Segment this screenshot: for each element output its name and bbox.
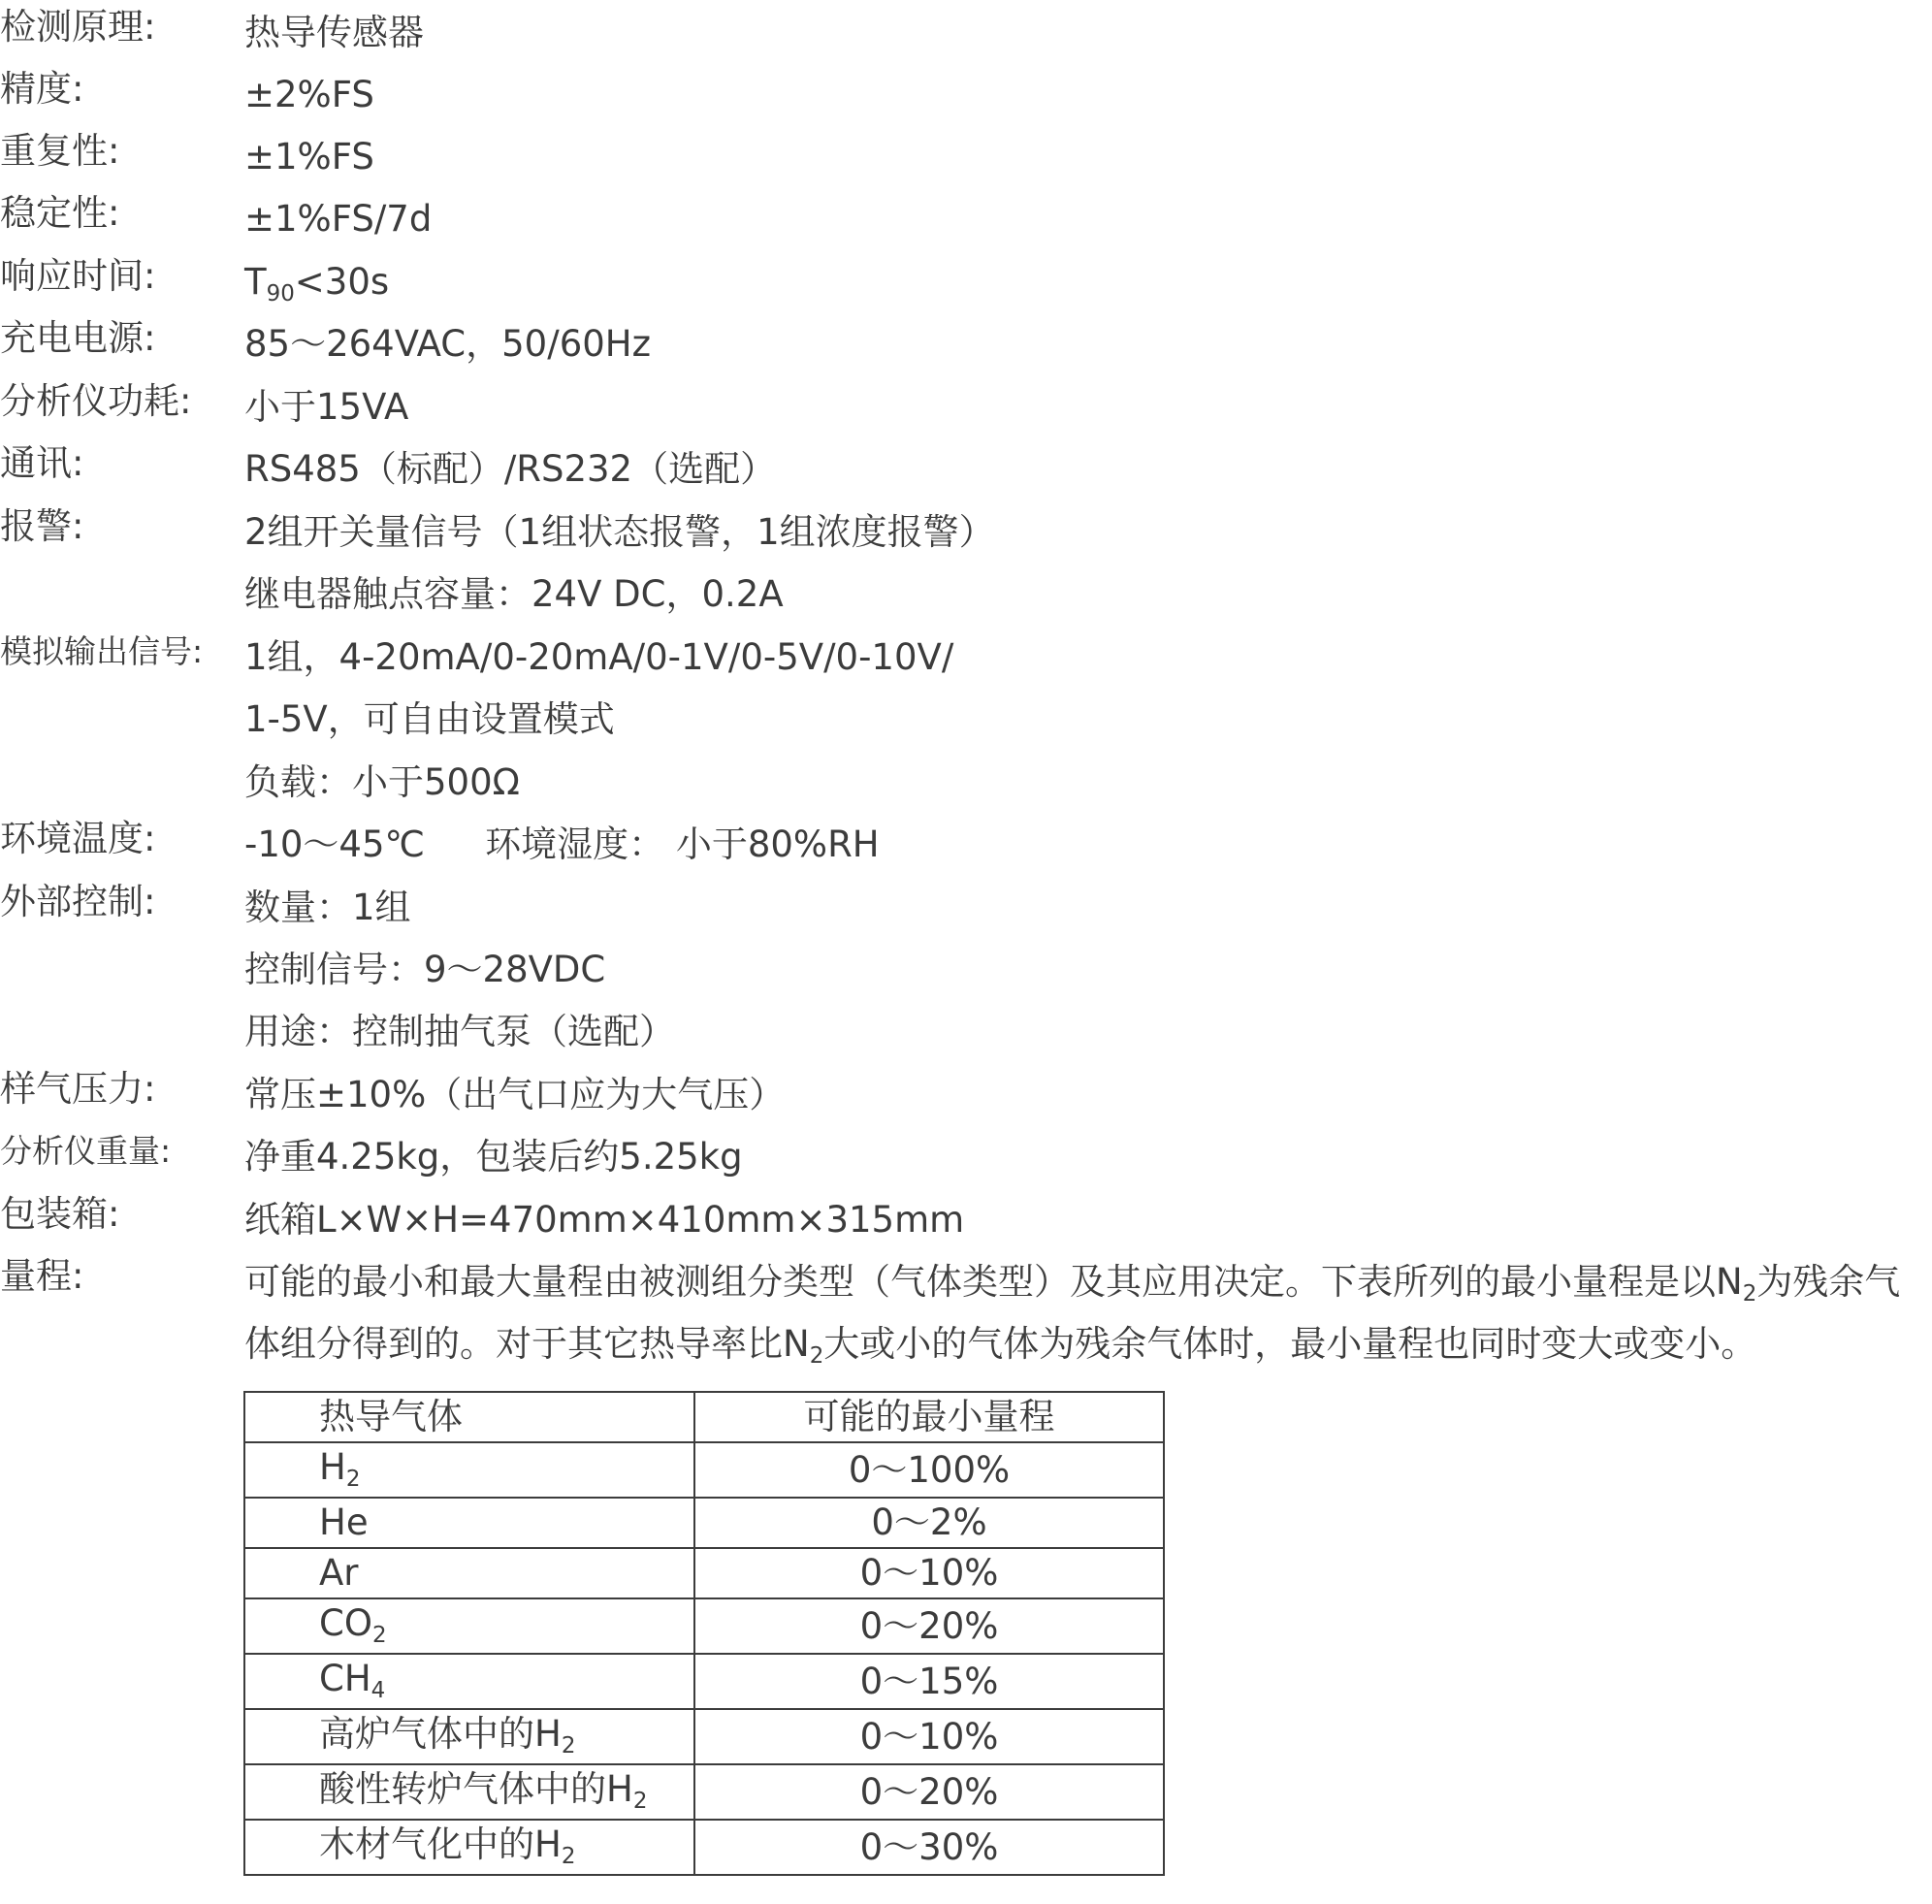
spec-value bbox=[244, 823, 880, 866]
spec-row-response-time bbox=[0, 251, 1932, 313]
gas-cell: Ar bbox=[244, 1548, 694, 1598]
spec-row-range-continued bbox=[0, 1313, 1932, 1375]
spec-value: 可能的最小和最大量程由被测组分类型（气体类型）及其应用决定。下表所列的最小量程是以$N_2$为残余气 bbox=[244, 1261, 1901, 1307]
spec-row-range bbox=[0, 1251, 1932, 1313]
spec-row-packaging bbox=[0, 1189, 1932, 1251]
table-row bbox=[244, 1709, 1164, 1764]
spec-label: 重复性: bbox=[0, 130, 120, 172]
spec-value: 1组，4-20mA/0-20mA/0-1V/0-5V/0-10V/ bbox=[244, 636, 954, 678]
spec-value: ±2%FS bbox=[244, 74, 374, 115]
spec-label: 分析仪重量: bbox=[0, 1132, 172, 1170]
spec-value: $T_{90}<30s$ bbox=[244, 261, 390, 307]
spec-value: 负载：小于500Ω bbox=[244, 761, 520, 803]
range-cell: 0～100% bbox=[694, 1442, 1164, 1498]
spec-value: 净重4.25kg，包装后约5.25kg bbox=[244, 1136, 743, 1178]
spec-value: 85～264VAC，50/60Hz bbox=[244, 323, 652, 365]
range-cell: 0～10% bbox=[694, 1709, 1164, 1764]
gas-cell: 酸性转炉气体中的$H_2$ bbox=[244, 1764, 694, 1820]
range-cell: 0～20% bbox=[694, 1764, 1164, 1820]
spec-row-weight bbox=[0, 1126, 1932, 1188]
gas-cell: $CO_2$ bbox=[244, 1598, 694, 1654]
spec-row-analog-output bbox=[0, 627, 1932, 689]
table-row bbox=[244, 1820, 1164, 1875]
spec-label: 分析仪功耗: bbox=[0, 380, 192, 422]
spec-value: 用途：控制抽气泵（选配） bbox=[244, 1011, 675, 1052]
spec-value: 2组开关量信号（1组状态报警，1组浓度报警） bbox=[244, 511, 995, 553]
table-row bbox=[244, 1654, 1164, 1709]
spec-row-analog-output-mode bbox=[0, 689, 1932, 751]
spec-label: 包装箱: bbox=[0, 1193, 120, 1235]
gas-cell: $H_2$ bbox=[244, 1442, 694, 1498]
spec-row-external-control bbox=[0, 877, 1932, 939]
spec-value: 数量：1组 bbox=[244, 887, 411, 928]
spec-label: 模拟输出信号: bbox=[0, 632, 204, 670]
spec-label: 响应时间: bbox=[0, 255, 156, 297]
spec-row-ambient bbox=[0, 814, 1932, 876]
spec-row-repeatability bbox=[0, 126, 1932, 188]
spec-label: 稳定性: bbox=[0, 192, 120, 234]
table-row bbox=[244, 1442, 1164, 1498]
spec-value: 1-5V，可自由设置模式 bbox=[244, 698, 615, 740]
spec-value: 热导传感器 bbox=[244, 12, 424, 53]
spec-value: 纸箱L×W×H=470mm×410mm×315mm bbox=[244, 1199, 965, 1241]
range-cell: 0～15% bbox=[694, 1654, 1164, 1709]
spec-row-alarm bbox=[0, 501, 1932, 564]
spec-value: 常压±10%（出气口应为大气压） bbox=[244, 1074, 786, 1115]
gas-cell: He bbox=[244, 1498, 694, 1548]
table-row bbox=[244, 1764, 1164, 1820]
spec-value: ±1%FS/7d bbox=[244, 198, 433, 240]
spec-row-detection-principle bbox=[0, 2, 1932, 64]
spec-label: 充电电源: bbox=[0, 317, 156, 359]
spec-label: 通讯: bbox=[0, 442, 84, 484]
range-cell: 0～30% bbox=[694, 1820, 1164, 1875]
spec-label: 检测原理: bbox=[0, 6, 156, 48]
spec-value: RS485（标配）/RS232（选配） bbox=[244, 448, 777, 490]
range-cell: 0～10% bbox=[694, 1548, 1164, 1598]
spec-row-power-consumption bbox=[0, 376, 1932, 438]
table-header-row bbox=[244, 1392, 1164, 1442]
spec-value: 继电器触点容量：24V DC，0.2A bbox=[244, 573, 784, 615]
spec-row-control-purpose bbox=[0, 1001, 1932, 1063]
table-header-gas: 热导气体 bbox=[244, 1392, 694, 1442]
spec-value: ±1%FS bbox=[244, 136, 374, 177]
spec-label: 环境温度: bbox=[0, 818, 156, 859]
spec-label: 报警: bbox=[0, 505, 84, 547]
spec-row-communication bbox=[0, 438, 1932, 500]
ambient-temperature-value: -10～45℃ bbox=[244, 823, 426, 865]
spec-row-control-signal bbox=[0, 939, 1932, 1001]
spec-row-stability bbox=[0, 188, 1932, 250]
spec-row-alarm-relay bbox=[0, 564, 1932, 626]
range-cell: 0～2% bbox=[694, 1498, 1164, 1548]
spec-row-power-supply bbox=[0, 313, 1932, 375]
spec-label: 精度: bbox=[0, 68, 84, 110]
spec-value: 小于15VA bbox=[244, 386, 409, 428]
gas-cell: 高炉气体中的$H_2$ bbox=[244, 1709, 694, 1764]
table-row bbox=[244, 1598, 1164, 1654]
spec-value: 控制信号：9～28VDC bbox=[244, 949, 606, 990]
gas-cell: 木材气化中的$H_2$ bbox=[244, 1820, 694, 1875]
table-header-range: 可能的最小量程 bbox=[694, 1392, 1164, 1442]
spec-value: 体组分得到的。对于其它热导率比$N_2$大或小的气体为残余气体时，最小量程也同时变大或变小。 bbox=[244, 1323, 1757, 1369]
spec-label: 样气压力: bbox=[0, 1068, 156, 1110]
spec-row-accuracy bbox=[0, 64, 1932, 126]
spec-label: 量程: bbox=[0, 1255, 84, 1297]
spec-label: 外部控制: bbox=[0, 881, 156, 922]
range-cell: 0～20% bbox=[694, 1598, 1164, 1654]
ambient-humidity-value: 环境湿度： 小于80%RH bbox=[485, 823, 880, 865]
spec-row-sample-pressure bbox=[0, 1064, 1932, 1126]
table-row bbox=[244, 1498, 1164, 1548]
minimum-range-table bbox=[243, 1391, 1165, 1876]
spec-row-analog-output-load bbox=[0, 752, 1932, 814]
gas-cell: $CH_4$ bbox=[244, 1654, 694, 1709]
table-row bbox=[244, 1548, 1164, 1598]
